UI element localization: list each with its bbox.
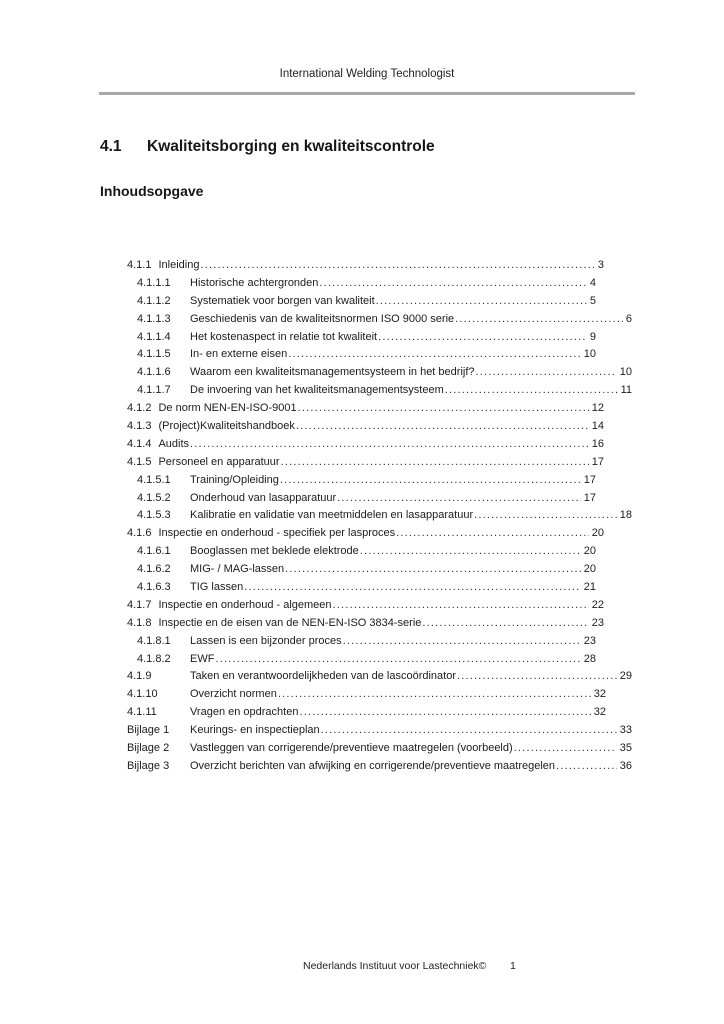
toc-entry <box>100 597 634 615</box>
toc-entry-title: Inspectie en onderhoud - algemeen <box>158 598 332 611</box>
toc-entry-page: 9 <box>589 330 596 343</box>
toc-entry-number: 4.1.1.2 <box>137 294 171 307</box>
toc-leader-dots <box>343 633 581 651</box>
toc-entry-number: 4.1.1.3 <box>137 312 171 325</box>
toc-entry-number: 4.1.6 <box>127 527 152 540</box>
toc-entry-number: 4.1.6.3 <box>137 581 171 594</box>
toc-entry-number: 4.1.1.1 <box>137 276 171 289</box>
toc-entry-title: Audits <box>158 437 190 450</box>
toc-entry-title: Overzicht berichten van afwijking en corrigerende/preventieve maatregelen <box>190 759 556 772</box>
toc-entry-title: Het kostenaspect in relatie tot kwaliteit <box>190 330 378 343</box>
toc-entry <box>100 543 634 561</box>
toc-entry-title: Onderhoud van lasapparatuur <box>190 491 337 504</box>
toc-entry-number: 4.1.5 <box>127 455 152 468</box>
toc-entry-page: 5 <box>589 294 596 307</box>
toc-entry-page: 17 <box>591 455 604 468</box>
toc-heading: Inhoudsopgave <box>100 183 204 199</box>
toc-leader-dots <box>360 543 581 561</box>
toc-leader-dots <box>556 758 617 776</box>
toc-entry <box>100 329 634 347</box>
toc-leader-dots <box>376 293 587 311</box>
toc-entry-number: 4.1.1 <box>127 259 152 271</box>
toc-entry-number: 4.1.6.2 <box>137 563 171 576</box>
toc-entry-page: 4 <box>589 276 596 289</box>
toc-entry <box>100 686 634 704</box>
toc-entry-title: De invoering van het kwaliteitsmanagementsysteem <box>190 384 444 397</box>
toc-entry <box>100 758 634 776</box>
toc-entry-title: Inspectie en onderhoud - specifiek per lasproces <box>158 527 396 540</box>
toc-entry-number: 4.1.11 <box>127 706 157 719</box>
toc-entry-page: 14 <box>591 420 604 433</box>
toc-entry <box>100 400 634 418</box>
toc-entry-title: Keurings- en inspectieplan <box>190 724 320 737</box>
toc-entry-page: 17 <box>583 473 596 486</box>
toc-entry <box>100 275 634 293</box>
toc-entry-number: Bijlage 2 <box>127 742 170 755</box>
toc-leader-dots <box>445 382 618 400</box>
toc-entry-page: 12 <box>591 402 604 415</box>
toc-entry-title: TIG lassen <box>190 581 244 594</box>
toc-entry-number: 4.1.9 <box>127 670 152 683</box>
toc-entry <box>100 740 634 758</box>
toc-leader-dots <box>337 490 581 508</box>
toc-leader-dots <box>396 525 589 543</box>
toc-entry-page: 18 <box>619 509 632 522</box>
toc-leader-dots <box>285 561 581 579</box>
toc-entry-number: 4.1.6.1 <box>137 545 171 558</box>
toc-entry-number: 4.1.5.1 <box>137 473 171 486</box>
toc-entry <box>100 472 634 490</box>
toc-entry <box>100 346 634 364</box>
toc-entry-page: 20 <box>591 527 604 540</box>
toc-entry <box>100 382 634 400</box>
toc-entry-title: Waarom een kwaliteitsmanagementsysteem in het bedrijf? <box>190 366 475 379</box>
toc-entry-title: Systematiek voor borgen van kwaliteit <box>190 294 375 307</box>
toc-entry <box>100 311 634 329</box>
toc-entry <box>100 490 634 508</box>
toc-entry-title: Taken en verantwoordelijkheden van de lascoördinator <box>190 670 457 683</box>
toc-entry-page: 21 <box>583 581 596 594</box>
toc-entry-page: 16 <box>591 437 604 450</box>
toc-entry-title: De norm NEN-EN-ISO-9001 <box>158 402 297 415</box>
toc-entry <box>100 668 634 686</box>
toc-entry <box>100 454 634 472</box>
toc-entry-page: 29 <box>619 670 632 683</box>
toc-entry-title: Overzicht normen <box>190 688 277 701</box>
section-heading-number: 4.1 <box>100 138 122 155</box>
toc-entry-page: 17 <box>583 491 596 504</box>
toc-leader-dots <box>455 311 623 329</box>
toc-entry-title: Historische achtergronden <box>190 276 319 289</box>
toc-entry-number: 4.1.4 <box>127 437 152 450</box>
toc-entry-title: In- en externe eisen <box>190 348 288 361</box>
toc-entry <box>100 364 634 382</box>
toc-leader-dots <box>281 454 589 472</box>
toc-entry <box>100 418 634 436</box>
toc-entry-number: Bijlage 1 <box>127 724 170 737</box>
toc-entry-title: Personeel en apparatuur <box>158 455 280 468</box>
toc-entry <box>100 615 634 633</box>
toc-entry-page: 32 <box>593 706 606 719</box>
toc-entry-number: 4.1.1.6 <box>137 366 171 379</box>
section-heading-text: Kwaliteitsborging en kwaliteitscontrole <box>147 138 435 155</box>
toc-entry-title: Booglassen met beklede elektrode <box>190 545 359 558</box>
toc-entry-title: Lassen is een bijzonder proces <box>190 634 342 647</box>
toc-entry-title: Geschiedenis van de kwaliteitsnormen ISO 9000 serie <box>190 312 455 325</box>
toc-entry <box>100 579 634 597</box>
toc-leader-dots <box>296 418 589 436</box>
section-heading <box>100 138 634 156</box>
toc-entry-page: 32 <box>593 688 606 701</box>
toc-entry-page: 22 <box>591 598 604 611</box>
toc-leader-dots <box>200 257 594 275</box>
toc-entry-title: Vastleggen van corrigerende/preventieve maatregelen (voorbeeld) <box>190 742 513 755</box>
toc-leader-dots <box>288 346 581 364</box>
toc-entry-title: Training/Opleiding <box>190 473 279 486</box>
toc-entry-number: 4.1.8.1 <box>137 634 171 647</box>
toc-leader-dots <box>321 722 617 740</box>
toc-entry-page: 20 <box>583 545 596 558</box>
toc-entry <box>100 436 634 454</box>
toc-entry-number: 4.1.2 <box>127 402 152 415</box>
toc-entry <box>100 525 634 543</box>
toc-entry-number: 4.1.5.2 <box>137 491 171 504</box>
toc-leader-dots <box>280 472 581 490</box>
toc-entry-page: 23 <box>591 616 604 629</box>
toc-entry-page: 23 <box>583 634 596 647</box>
toc-entry-page: 20 <box>583 563 596 576</box>
toc-entry-number: Bijlage 3 <box>127 759 170 772</box>
toc-leader-dots <box>457 668 617 686</box>
toc-leader-dots <box>378 329 587 347</box>
toc-list <box>100 257 634 776</box>
toc-entry-number: 4.1.1.7 <box>137 384 171 397</box>
toc-leader-dots <box>244 579 581 597</box>
toc-leader-dots <box>319 275 586 293</box>
toc-entry-page: 3 <box>597 259 604 271</box>
toc-entry-title: Kalibratie en validatie van meetmiddelen en lasapparatuur <box>190 509 474 522</box>
toc-entry <box>100 293 634 311</box>
toc-leader-dots <box>190 436 589 454</box>
toc-entry-page: 11 <box>620 384 632 397</box>
toc-entry-title: Inspectie en de eisen van de NEN-EN-ISO 3834-serie <box>158 616 422 629</box>
toc-entry-title: Vragen en opdrachten <box>190 706 299 719</box>
toc-entry-page: 35 <box>619 742 632 755</box>
toc-leader-dots <box>298 400 589 418</box>
toc-entry-number: 4.1.1.5 <box>137 348 171 361</box>
toc-entry-page: 36 <box>619 759 632 772</box>
toc-entry <box>100 257 634 275</box>
toc-entry-number: 4.1.1.4 <box>137 330 171 343</box>
page-header-title: International Welding Technologist <box>279 68 455 80</box>
toc-entry-number: 4.1.5.3 <box>137 509 171 522</box>
toc-entry <box>100 507 634 525</box>
toc-entry-title: EWF <box>190 652 215 665</box>
toc-entry-page: 10 <box>583 348 596 361</box>
toc-leader-dots <box>299 704 590 722</box>
toc-entry-number: 4.1.10 <box>127 688 158 701</box>
toc-leader-dots <box>474 507 617 525</box>
toc-leader-dots <box>514 740 617 758</box>
toc-leader-dots <box>278 686 591 704</box>
toc-entry-title: Inleiding <box>158 259 200 271</box>
toc-leader-dots <box>333 597 589 615</box>
toc-entry-number: 4.1.7 <box>127 598 152 611</box>
toc-entry <box>100 633 634 651</box>
page-footer-page-number: 1 <box>510 960 516 972</box>
toc-leader-dots <box>422 615 588 633</box>
toc-entry-page: 6 <box>625 312 632 325</box>
header-divider-rule <box>99 92 635 95</box>
toc-entry <box>100 561 634 579</box>
toc-entry <box>100 704 634 722</box>
toc-entry <box>100 651 634 669</box>
toc-entry-page: 33 <box>619 724 632 737</box>
toc-entry-number: 4.1.8 <box>127 616 152 629</box>
toc-entry-page: 28 <box>583 652 596 665</box>
toc-leader-dots <box>215 651 580 669</box>
toc-entry-title: (Project)Kwaliteitshandboek <box>158 420 295 433</box>
toc-leader-dots <box>476 364 617 382</box>
toc-entry-title: MIG- / MAG-lassen <box>190 563 285 576</box>
toc-entry <box>100 722 634 740</box>
toc-entry-page: 10 <box>619 366 632 379</box>
page-footer-text: Nederlands Instituut voor Lastechniek© <box>303 960 487 972</box>
toc-entry-number: 4.1.3 <box>127 420 152 433</box>
toc-entry-number: 4.1.8.2 <box>137 652 171 665</box>
